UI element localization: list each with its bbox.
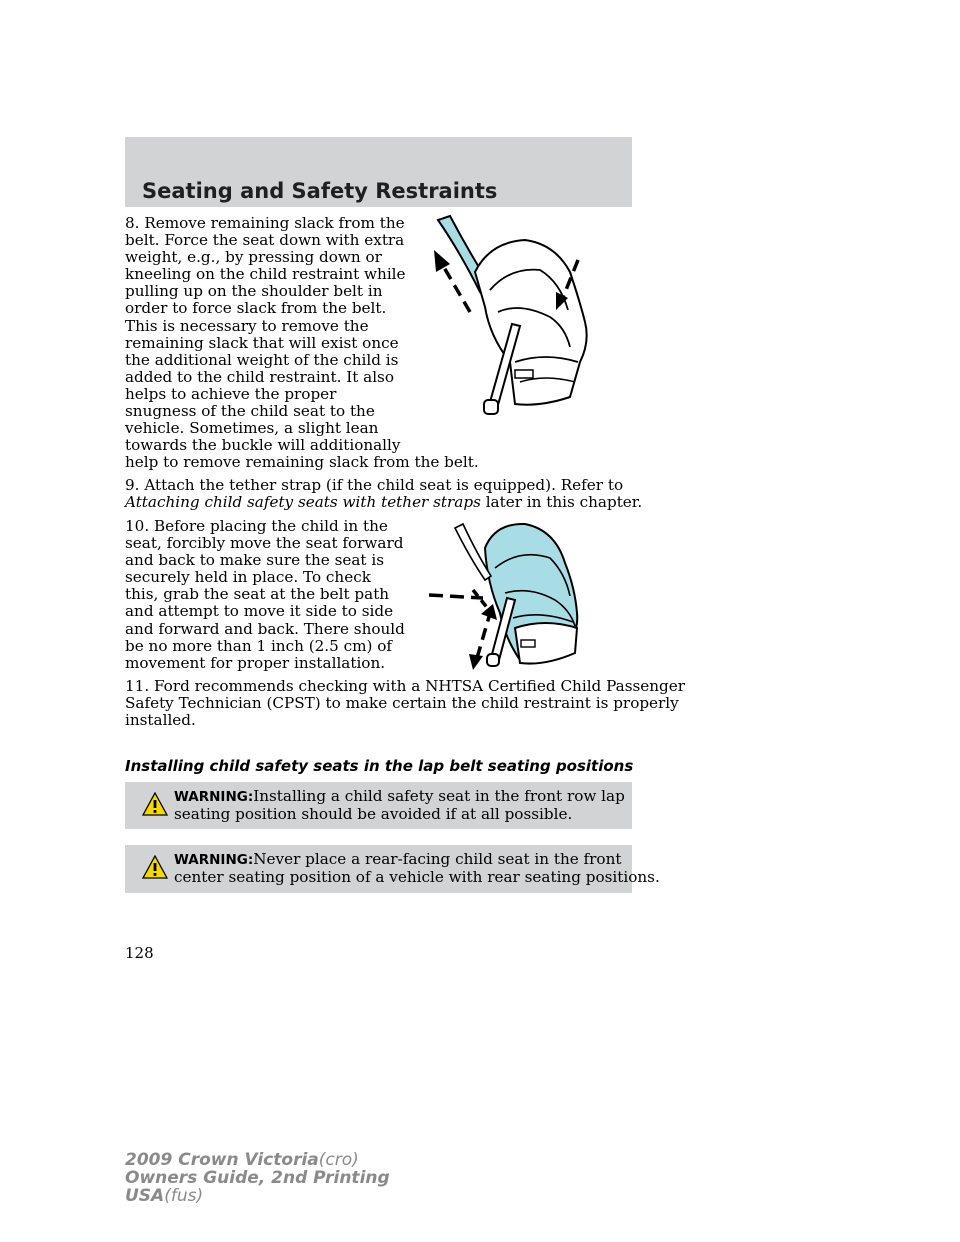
step-8-line: order to force slack from the belt. [125,299,387,318]
footer-market-code: (fus) [164,1186,204,1206]
step-8-line: snugness of the child seat to the [125,402,375,421]
step-11-paragraph [125,678,685,729]
step-9-paragraph [125,477,642,511]
step-8-line: towards the buckle will additionally [125,436,401,455]
step-8-line: belt. Force the seat down with extra [125,231,405,250]
section-title: Seating and Safety Restraints [142,179,498,203]
step-10-line: and attempt to move it side to side [125,602,394,621]
step-10-line: seat, forcibly move the seat forward [125,534,404,553]
step-8-line: helps to achieve the proper [125,384,337,403]
step-8-line: added to the child restraint. It also [125,367,394,386]
step-8-line: weight, e.g., by pressing down or [125,248,382,267]
step-10-line: and forward and back. There should [125,619,405,638]
warning-triangle-icon [142,792,168,816]
child-seat-move-test-illustration [425,518,590,673]
warning-label: WARNING: [174,789,254,805]
child-seat-press-down-illustration [420,212,600,417]
step-10-line: 10. Before placing the child in the [125,517,388,535]
section-subheading: Installing child safety seats in the lap belt seating positions [125,757,634,775]
step-8-line: kneeling on the child restraint while [125,265,406,284]
section-header-band [125,137,632,207]
cross-reference-link: Attaching child safety seats with tether straps [125,493,481,512]
step-8-line: help to remove remaining slack from the belt. [125,453,479,472]
warning-text [174,851,660,886]
warning-box [125,845,660,893]
step-10-line: and back to make sure the seat is [125,551,385,570]
footer-code: (cro) [318,1150,359,1170]
arrow-down-icon [469,654,483,670]
step-8-line: the additional weight of the child is [125,350,399,369]
step-11-line: 11. Ford recommends checking with a NHTSA Certified Child Passenger [125,677,686,695]
step-9-line [125,494,642,511]
footer-model: 2009 Crown Victoria [125,1150,319,1170]
step-8-line: 8. Remove remaining slack from the [125,214,405,232]
warning-line: seating position should be avoided if at all possible. [174,805,573,824]
step-11-line: installed. [125,711,196,730]
warning-text [174,788,625,823]
step-10-paragraph [125,518,405,672]
step-9-line: 9. Attach the tether strap (if the child seat is equipped). Refer to [125,476,624,494]
step-10-line: this, grab the seat at the belt path [125,585,390,604]
step-9-line-rest: later in this chapter. [485,493,643,512]
warning-line: Never place a rear-facing child seat in the front [253,850,622,868]
footer-edition: Owners Guide, 2nd Printing [125,1168,390,1188]
warning-box [125,782,632,829]
document-footer [125,1151,390,1205]
step-11-line: Safety Technician (CPST) to make certain the child restraint is properly [125,694,679,713]
warning-triangle-icon [142,855,168,879]
warning-line: Installing a child safety seat in the front row lap [253,787,625,805]
step-8-line: remaining slack that will exist once [125,333,399,352]
step-8-line: pulling up on the shoulder belt in [125,282,383,301]
warning-label: WARNING: [174,852,254,868]
step-10-line: securely held in place. To check [125,568,371,587]
footer-market: USA [125,1186,165,1206]
step-8-line: This is necessary to remove the [125,316,369,335]
step-8-line: vehicle. Sometimes, a slight lean [125,419,379,438]
arrow-up-left-icon [434,250,450,272]
page-number: 128 [125,944,154,962]
warning-line: center seating position of a vehicle with rear seating positions. [174,868,660,887]
step-10-line: be no more than 1 inch (2.5 cm) of [125,636,393,655]
step-10-line: movement for proper installation. [125,653,386,672]
